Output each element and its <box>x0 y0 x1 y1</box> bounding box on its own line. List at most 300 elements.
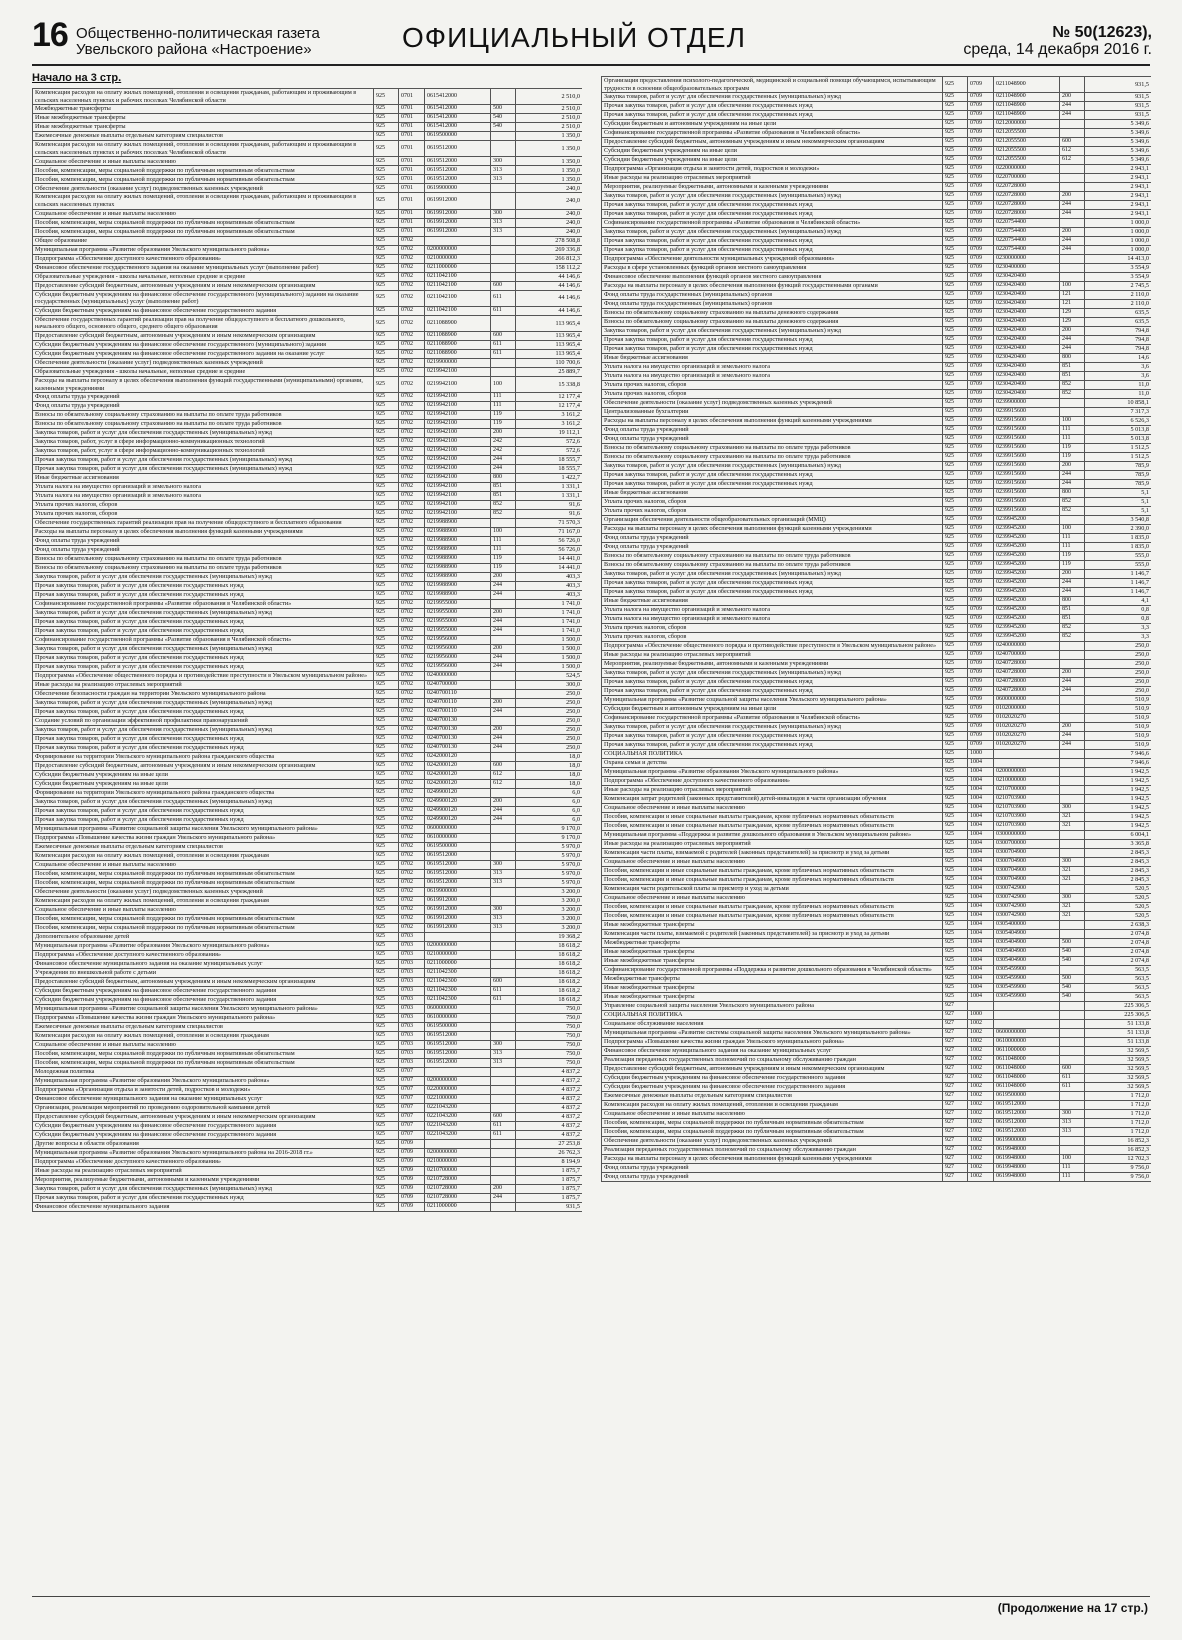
row-name: Компенсация части родительской платы за присмотр и уход за детьми <box>602 885 943 894</box>
row-amount: 240,0 <box>516 218 583 227</box>
table-row <box>33 367 583 376</box>
row-amount: 2 638,3 <box>1085 921 1152 930</box>
row-name: Обеспечение безопасности граждан на территории Увельского муниципального района <box>33 690 374 699</box>
row-amount: 563,5 <box>1085 993 1152 1002</box>
row-target: 0619500000 <box>425 1023 491 1032</box>
row-name: Закупка товаров, работ и услуг для обеспечения государственных (муниципальных) нужд <box>33 573 374 582</box>
row-type: 244 <box>491 582 516 591</box>
row-section: 0709 <box>968 237 994 246</box>
row-target: 0219942100 <box>425 438 491 447</box>
row-section: 0709 <box>968 372 994 381</box>
row-name: Уплата прочих налогов, сборов <box>602 498 943 507</box>
row-section: 0701 <box>399 123 425 132</box>
row-name: Прочая закупка товаров, работ и услуг для обеспечения государственных нужд <box>602 102 943 111</box>
row-ministry: 925 <box>943 444 968 453</box>
row-target: 0619948000 <box>994 1164 1060 1173</box>
row-type <box>491 1032 516 1041</box>
row-target: 0210700000 <box>994 786 1060 795</box>
row-amount: 2 110,0 <box>1085 300 1152 309</box>
row-target: 0230420400 <box>994 309 1060 318</box>
row-amount: 1 942,5 <box>1085 768 1152 777</box>
row-name: Иные бюджетные ассигнования <box>33 474 374 483</box>
table-row <box>33 254 583 263</box>
row-name: Муниципальная программа «Поддержка и развитие дошкольного образования в Увельском муниципальном районе» <box>602 831 943 840</box>
row-name: Подпрограмма «Обеспечение доступного качественного образования» <box>33 951 374 960</box>
row-section: 0702 <box>399 753 425 762</box>
table-row <box>602 77 1152 93</box>
row-name: Субсидии бюджетным учреждениям на финансовое обеспечение государственного задания на оказание услуг <box>33 349 374 358</box>
table-row <box>33 1122 583 1131</box>
row-type: 852 <box>491 510 516 519</box>
row-target: 0610000000 <box>994 1038 1060 1047</box>
row-ministry: 925 <box>943 795 968 804</box>
row-type: 244 <box>491 708 516 717</box>
row-amount: 1 942,5 <box>1085 795 1152 804</box>
row-section: 0702 <box>399 879 425 888</box>
row-ministry: 925 <box>374 474 399 483</box>
row-name: Фонд оплаты труда учреждений <box>33 402 374 411</box>
row-target: 0239915600 <box>994 498 1060 507</box>
row-target: 0619500000 <box>994 1092 1060 1101</box>
row-amount: 1 350,0 <box>516 166 583 175</box>
row-amount: 6,0 <box>516 807 583 816</box>
row-section: 0709 <box>968 408 994 417</box>
row-name: Фонд оплаты труда государственных (муниципальных) органов <box>602 300 943 309</box>
row-amount: 2 943,1 <box>1085 192 1152 201</box>
row-amount: 18 618,2 <box>516 996 583 1005</box>
table-row <box>602 777 1152 786</box>
row-target: 0220728000 <box>994 210 1060 219</box>
row-ministry: 925 <box>374 771 399 780</box>
row-name: Пособия, компенсации и иные социальные выплаты гражданам, кроме публичных нормативных обязательств <box>602 912 943 921</box>
row-type: 313 <box>491 218 516 227</box>
row-name: Компенсация части платы, взимаемой с родителей (законных представителей) за присмотр и уход за детьми <box>602 849 943 858</box>
row-section: 0701 <box>399 157 425 166</box>
row-amount: 931,5 <box>516 1203 583 1212</box>
table-row <box>33 879 583 888</box>
table-row <box>33 132 583 141</box>
row-amount: 44 146,6 <box>516 306 583 315</box>
row-ministry: 925 <box>374 290 399 306</box>
row-amount: 250,0 <box>1085 651 1152 660</box>
row-target: 0211000000 <box>425 960 491 969</box>
row-target: 0305404900 <box>994 939 1060 948</box>
row-type: 244 <box>1060 480 1085 489</box>
row-ministry: 925 <box>943 840 968 849</box>
row-type: 851 <box>491 492 516 501</box>
row-type <box>491 600 516 609</box>
row-amount: 1 512,5 <box>1085 444 1152 453</box>
budget-table-right <box>601 76 1151 1182</box>
row-amount: 750,0 <box>516 1059 583 1068</box>
row-section: 0702 <box>399 609 425 618</box>
table-row <box>602 399 1152 408</box>
row-section: 0709 <box>968 570 994 579</box>
row-section: 0702 <box>399 573 425 582</box>
row-name: Пособия, компенсации и иные социальные выплаты гражданам, кроме публичных нормативных обязательств <box>602 876 943 885</box>
row-section: 0707 <box>399 1077 425 1086</box>
row-section: 1004 <box>968 858 994 867</box>
row-section: 0702 <box>399 834 425 843</box>
row-section: 0702 <box>399 358 425 367</box>
row-target: 0239945200 <box>994 525 1060 534</box>
row-amount: 4 837,2 <box>516 1131 583 1140</box>
row-amount: 18 618,2 <box>516 978 583 987</box>
row-type: 200 <box>491 798 516 807</box>
row-name: Предоставление субсидий бюджетным, автономным учреждениям и иным некоммерческим организациям <box>602 1065 943 1074</box>
row-section: 1004 <box>968 993 994 1002</box>
row-target: 0249900120 <box>425 789 491 798</box>
table-row <box>602 480 1152 489</box>
row-amount: 250,0 <box>516 717 583 726</box>
row-amount: 7 946,6 <box>1085 759 1152 768</box>
row-ministry: 925 <box>943 696 968 705</box>
row-amount: 1 942,5 <box>1085 813 1152 822</box>
row-target: 0219988900 <box>425 528 491 537</box>
table-row <box>602 876 1152 885</box>
row-amount: 4 837,2 <box>516 1122 583 1131</box>
row-amount: 6,0 <box>516 798 583 807</box>
row-type: 852 <box>1060 507 1085 516</box>
row-type: 600 <box>1060 1065 1085 1074</box>
row-ministry: 925 <box>374 1041 399 1050</box>
table-row <box>602 273 1152 282</box>
row-amount: 403,3 <box>516 573 583 582</box>
row-target: 0619912000 <box>425 193 491 209</box>
row-target: 0619900000 <box>425 888 491 897</box>
row-target: 0619948000 <box>994 1155 1060 1164</box>
row-type <box>1060 849 1085 858</box>
row-ministry: 927 <box>943 1137 968 1146</box>
table-row <box>602 1002 1152 1011</box>
row-type: 540 <box>1060 948 1085 957</box>
row-amount: 2 845,3 <box>1085 858 1152 867</box>
row-amount: 6 004,1 <box>1085 831 1152 840</box>
row-name: Муниципальная программа «Развитие образования Увельского муниципального района на 2016-2018 гг.» <box>33 1149 374 1158</box>
row-ministry: 925 <box>943 750 968 759</box>
table-row <box>33 429 583 438</box>
row-ministry: 925 <box>374 1068 399 1077</box>
table-row <box>602 732 1152 741</box>
row-type: 300 <box>1060 894 1085 903</box>
row-type <box>491 263 516 272</box>
row-target: 0619912000 <box>425 218 491 227</box>
row-type: 600 <box>491 281 516 290</box>
row-type <box>491 969 516 978</box>
row-name: Закупка товаров, работ и услуг для обеспечения государственных (муниципальных) нужд <box>33 726 374 735</box>
row-name: Взносы по обязательному социальному страхованию на выплаты по оплате труда работников <box>602 453 943 462</box>
row-ministry: 925 <box>374 645 399 654</box>
row-section: 0709 <box>968 651 994 660</box>
row-target: 0615412000 <box>425 105 491 114</box>
table-row <box>602 741 1152 750</box>
row-section: 0702 <box>399 236 425 245</box>
row-target: 0211042100 <box>425 290 491 306</box>
table-row <box>33 924 583 933</box>
row-amount: 5 349,6 <box>1085 156 1152 165</box>
row-type: 852 <box>1060 381 1085 390</box>
row-section: 1004 <box>968 804 994 813</box>
row-section: 0702 <box>399 672 425 681</box>
row-name: Иные расходы на реализацию отраслевых мероприятий <box>33 681 374 690</box>
row-target: 0210728000 <box>425 1185 491 1194</box>
row-name: Прочая закупка товаров, работ и услуг для обеспечения государственных нужд <box>33 735 374 744</box>
row-ministry: 925 <box>943 876 968 885</box>
row-ministry: 925 <box>943 912 968 921</box>
row-amount: 785,9 <box>1085 480 1152 489</box>
row-ministry: 925 <box>943 129 968 138</box>
row-name: Прочая закупка товаров, работ и услуг для обеспечения государственных нужд <box>602 471 943 480</box>
row-target: 0300704900 <box>994 849 1060 858</box>
row-section: 0702 <box>399 447 425 456</box>
row-name: Обеспечение деятельности (оказание услуг) подведомственных казенных учреждений <box>33 888 374 897</box>
row-target: 0615412000 <box>425 123 491 132</box>
row-target: 0610000000 <box>425 834 491 843</box>
table-row <box>602 1155 1152 1164</box>
row-type <box>491 315 516 331</box>
row-name: Финансовое обеспечение выполнения функций органов местного самоуправления <box>602 273 943 282</box>
row-amount: 750,0 <box>516 1014 583 1023</box>
row-section: 1004 <box>968 903 994 912</box>
row-ministry: 925 <box>374 546 399 555</box>
row-amount: 750,0 <box>516 1041 583 1050</box>
row-ministry: 927 <box>943 1029 968 1038</box>
row-name: Фонд оплаты труда учреждений <box>602 435 943 444</box>
row-section: 0702 <box>399 474 425 483</box>
row-section: 1004 <box>968 840 994 849</box>
row-section: 0702 <box>399 263 425 272</box>
row-type: 540 <box>491 123 516 132</box>
row-target: 0219942100 <box>425 376 491 392</box>
row-target: 0611048000 <box>994 1074 1060 1083</box>
table-row <box>33 245 583 254</box>
table-row <box>33 753 583 762</box>
row-name: Субсидии бюджетным учреждениям на финансовое обеспечение государственного задания <box>602 1074 943 1083</box>
row-type: 200 <box>491 645 516 654</box>
row-ministry: 925 <box>374 420 399 429</box>
row-type: 200 <box>1060 570 1085 579</box>
row-target: 0300742900 <box>994 894 1060 903</box>
row-target: 0600000000 <box>994 1029 1060 1038</box>
row-ministry: 925 <box>943 975 968 984</box>
table-row <box>602 525 1152 534</box>
row-type: 111 <box>1060 435 1085 444</box>
row-section: 0702 <box>399 281 425 290</box>
row-amount: 3,6 <box>1085 363 1152 372</box>
row-ministry: 925 <box>374 501 399 510</box>
row-type: 313 <box>1060 1128 1085 1137</box>
row-section: 0709 <box>968 165 994 174</box>
row-type: 200 <box>1060 228 1085 237</box>
row-target: 0230000000 <box>994 255 1060 264</box>
table-row <box>33 780 583 789</box>
row-ministry: 925 <box>943 291 968 300</box>
row-section: 1004 <box>968 777 994 786</box>
table-row <box>33 456 583 465</box>
row-type: 612 <box>491 771 516 780</box>
row-target: 0230420400 <box>994 300 1060 309</box>
row-ministry: 925 <box>374 924 399 933</box>
row-name: Субсидии бюджетным учреждениям на финансовое обеспечение государственного задания <box>602 1083 943 1092</box>
table-row <box>33 349 583 358</box>
row-type: 200 <box>491 429 516 438</box>
row-ministry: 925 <box>374 600 399 609</box>
row-type <box>491 942 516 951</box>
row-type <box>491 1140 516 1149</box>
row-ministry: 925 <box>943 993 968 1002</box>
row-target: 0610000000 <box>425 1014 491 1023</box>
row-target: 0219955000 <box>425 600 491 609</box>
row-ministry: 925 <box>374 175 399 184</box>
row-type: 244 <box>491 807 516 816</box>
row-type: 244 <box>1060 237 1085 246</box>
table-row <box>33 771 583 780</box>
table-row <box>33 272 583 281</box>
row-amount: 1 500,0 <box>516 645 583 654</box>
row-ministry: 925 <box>374 528 399 537</box>
row-name: Образовательные учреждения - школы начальные, неполные средние и средние <box>33 367 374 376</box>
row-target: 0240700110 <box>425 708 491 717</box>
row-ministry: 925 <box>943 498 968 507</box>
row-type: 244 <box>1060 246 1085 255</box>
row-name: Взносы по обязательному социальному страхованию на выплаты по оплате труда работников <box>33 564 374 573</box>
row-type <box>1060 219 1085 228</box>
row-ministry: 925 <box>374 762 399 771</box>
row-amount: 1 875,7 <box>516 1194 583 1203</box>
row-amount: 56 726,0 <box>516 546 583 555</box>
row-section: 0707 <box>399 1068 425 1077</box>
row-name: Молодежная политика <box>33 1068 374 1077</box>
row-name: Общее образование <box>33 236 374 245</box>
row-amount: 3 161,2 <box>516 411 583 420</box>
row-ministry: 925 <box>943 399 968 408</box>
row-amount: 4 837,2 <box>516 1113 583 1122</box>
row-name: Софинансирование государственной программы «Развитие образования в Челябинской области» <box>602 129 943 138</box>
row-section: 0703 <box>399 1023 425 1032</box>
row-ministry: 925 <box>943 948 968 957</box>
row-target: 0219988900 <box>425 573 491 582</box>
row-target: 0239945200 <box>994 588 1060 597</box>
row-ministry: 925 <box>943 327 968 336</box>
row-amount: 2 510,0 <box>516 114 583 123</box>
row-amount: 3,6 <box>1085 372 1152 381</box>
row-ministry: 927 <box>943 1011 968 1020</box>
row-name: Социальное обеспечение и иные выплаты населению <box>33 157 374 166</box>
row-type: 244 <box>1060 741 1085 750</box>
row-target: 0305404900 <box>994 948 1060 957</box>
row-amount: 2 510,0 <box>516 123 583 132</box>
row-target: 0219942100 <box>425 483 491 492</box>
row-name: Прочая закупка товаров, работ и услуг для обеспечения государственных нужд <box>33 627 374 636</box>
row-type: 300 <box>491 861 516 870</box>
row-target <box>994 1020 1060 1029</box>
row-amount: 18,0 <box>516 753 583 762</box>
row-type: 244 <box>1060 336 1085 345</box>
row-type: 313 <box>491 870 516 879</box>
row-amount: 44 146,6 <box>516 272 583 281</box>
row-amount: 0,8 <box>1085 615 1152 624</box>
row-ministry: 925 <box>943 372 968 381</box>
row-type: 851 <box>1060 372 1085 381</box>
row-type: 119 <box>491 411 516 420</box>
row-ministry: 925 <box>943 453 968 462</box>
row-type: 500 <box>1060 939 1085 948</box>
row-amount: 3 540,8 <box>1085 516 1152 525</box>
table-row <box>33 978 583 987</box>
row-section: 0703 <box>399 960 425 969</box>
row-type: 600 <box>1060 138 1085 147</box>
row-amount: 555,0 <box>1085 561 1152 570</box>
row-name: Подпрограмма «Обеспечение доступного качественного образования» <box>33 254 374 263</box>
row-ministry: 925 <box>943 525 968 534</box>
row-type <box>491 519 516 528</box>
row-type <box>1060 1146 1085 1155</box>
row-type: 313 <box>491 227 516 236</box>
row-target: 0211042100 <box>425 306 491 315</box>
row-amount: 563,5 <box>1085 966 1152 975</box>
row-section: 0703 <box>399 1032 425 1041</box>
row-amount: 3 200,0 <box>516 924 583 933</box>
row-target: 0219956000 <box>425 663 491 672</box>
row-ministry: 925 <box>943 849 968 858</box>
row-section: 0702 <box>399 618 425 627</box>
row-target: 0239945200 <box>994 534 1060 543</box>
row-name: Муниципальная программа «Развитие социальной защиты населения Увельского муниципального района» <box>33 1005 374 1014</box>
row-amount: 8 194,9 <box>516 1158 583 1167</box>
row-ministry: 925 <box>943 156 968 165</box>
row-type: 111 <box>491 393 516 402</box>
row-target: 0210703900 <box>994 822 1060 831</box>
table-row <box>33 1158 583 1167</box>
row-ministry: 925 <box>943 147 968 156</box>
row-section: 0702 <box>399 315 425 331</box>
row-name: Закупка товаров, работ и услуг для обеспечения государственных (муниципальных) нужд <box>602 669 943 678</box>
row-section: 0702 <box>399 744 425 753</box>
row-type <box>1060 1038 1085 1047</box>
row-ministry: 925 <box>374 906 399 915</box>
row-amount: 9 756,0 <box>1085 1164 1152 1173</box>
row-ministry: 925 <box>374 708 399 717</box>
row-ministry: 927 <box>943 1173 968 1182</box>
row-name: Социальное обеспечение и иные выплаты населению <box>33 209 374 218</box>
row-type: 300 <box>1060 804 1085 813</box>
row-type: 111 <box>1060 426 1085 435</box>
row-target: 0305404900 <box>994 930 1060 939</box>
row-amount: 18 618,2 <box>516 951 583 960</box>
row-ministry: 925 <box>374 429 399 438</box>
table-row <box>33 1059 583 1068</box>
row-target: 0230420400 <box>994 390 1060 399</box>
row-amount: 250,0 <box>1085 678 1152 687</box>
row-type: 300 <box>491 906 516 915</box>
row-target: 0619912000 <box>425 227 491 236</box>
row-type <box>1060 408 1085 417</box>
table-row <box>602 165 1152 174</box>
row-ministry: 925 <box>943 687 968 696</box>
table-row <box>602 768 1152 777</box>
row-name: Расходы на выплаты персоналу в целях обеспечения выполнения функций государственными (муниципальными) органами, казенными учреждениями <box>33 376 374 392</box>
table-row <box>602 129 1152 138</box>
row-ministry: 925 <box>374 376 399 392</box>
table-row <box>602 687 1152 696</box>
row-section: 0702 <box>399 807 425 816</box>
row-section: 1004 <box>968 966 994 975</box>
row-target: 0619948000 <box>994 1173 1060 1182</box>
row-target: 0611000000 <box>994 1047 1060 1056</box>
row-amount: 2 110,0 <box>1085 291 1152 300</box>
row-section: 0702 <box>399 272 425 281</box>
row-section: 0702 <box>399 331 425 340</box>
